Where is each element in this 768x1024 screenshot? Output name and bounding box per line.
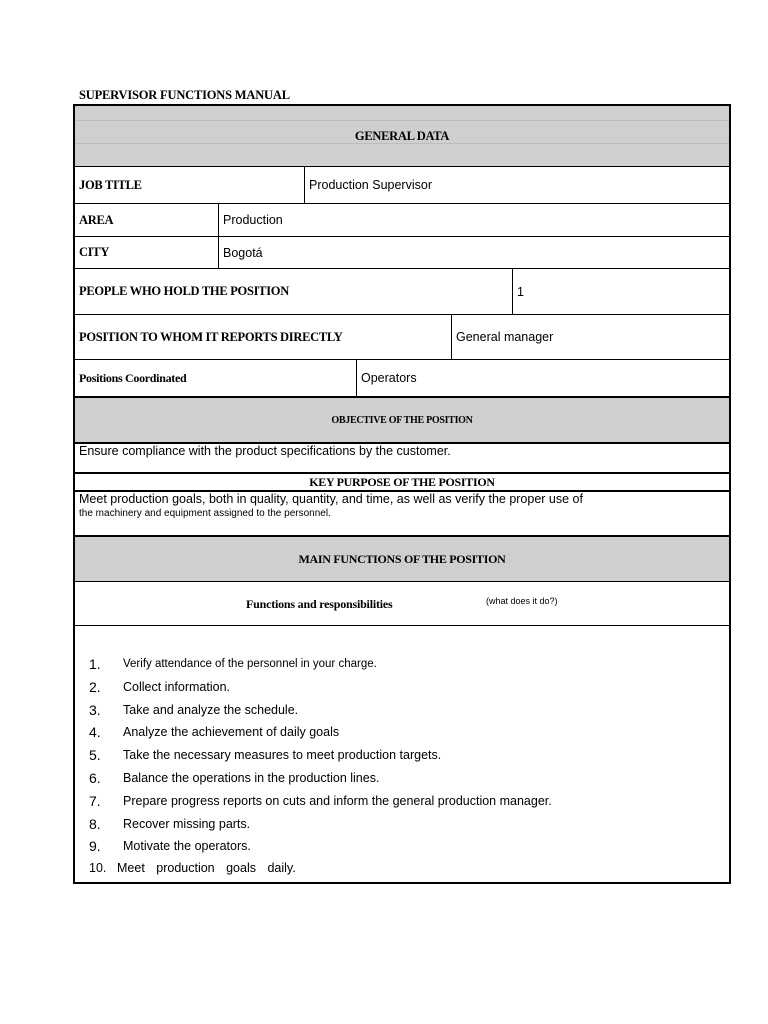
list-item-number: 4. (89, 724, 101, 740)
list-item-text: Balance the operations in the production lines. (123, 771, 380, 785)
reports-to-label: POSITION TO WHOM IT REPORTS DIRECTLY (75, 315, 452, 359)
list-item-number: 1. (89, 656, 101, 672)
area-value: Production (223, 213, 283, 227)
list-item-text: Collect information. (123, 680, 230, 694)
job-title-label: JOB TITLE (75, 167, 305, 203)
functions-subheader-row (75, 582, 729, 625)
functions-manual-form (73, 104, 731, 884)
list-item (89, 745, 441, 765)
list-item-number: 10. (89, 861, 107, 875)
objective-header (75, 398, 729, 442)
key-purpose-header (75, 474, 729, 490)
document-title: SUPERVISOR FUNCTIONS MANUAL (79, 88, 290, 102)
key-purpose-row (75, 492, 729, 536)
job-title-value: Production Supervisor (309, 178, 432, 192)
main-functions-heading: MAIN FUNCTIONS OF THE POSITION (298, 551, 506, 566)
list-item (89, 858, 296, 878)
list-item (89, 700, 298, 720)
list-item (89, 836, 251, 856)
city-row (75, 237, 729, 268)
general-data-header (75, 106, 729, 166)
job-title-row (75, 167, 729, 203)
positions-coordinated-label: Positions Coordinated (75, 360, 357, 396)
list-item-text: Meet production goals daily. (117, 861, 296, 875)
objective-heading: OBJECTIVE OF THE POSITION (331, 414, 473, 426)
positions-coordinated-row (75, 360, 729, 396)
city-value: Bogotá (223, 245, 263, 260)
people-holding-row (75, 269, 729, 314)
list-item (89, 791, 552, 811)
reports-to-row (75, 315, 729, 359)
list-item-number: 3. (89, 702, 101, 718)
functions-list (75, 626, 729, 882)
list-item-text: Motivate the operators. (123, 839, 251, 853)
people-holding-value: 1 (517, 284, 524, 299)
list-item-number: 8. (89, 816, 101, 832)
positions-coordinated-value: Operators (361, 371, 417, 385)
list-item (89, 722, 339, 742)
list-item-number: 9. (89, 838, 101, 854)
reports-to-value: General manager (456, 330, 554, 344)
area-label: AREA (75, 204, 219, 236)
key-purpose-text-line1: Meet production goals, both in quality, quantity, and time, as well as verify the proper use of (79, 492, 583, 506)
key-purpose-heading: KEY PURPOSE OF THE POSITION (309, 474, 495, 489)
list-item (89, 768, 379, 788)
list-item-number: 5. (89, 747, 101, 763)
objective-row (75, 444, 729, 472)
list-item-text: Take the necessary measures to meet production targets. (123, 748, 442, 762)
list-item-text: Prepare progress reports on cuts and inform the general production manager. (123, 794, 552, 808)
list-item (89, 677, 230, 697)
functions-subheading: Functions and responsibilities (246, 597, 393, 611)
list-item-text: Verify attendance of the personnel in your charge. (123, 658, 377, 670)
list-item-text: Recover missing parts. (123, 817, 251, 831)
list-item (89, 654, 377, 674)
main-functions-header (75, 537, 729, 581)
key-purpose-text-line2: the machinery and equipment assigned to the personnel. (79, 508, 331, 519)
list-item-number: 2. (89, 679, 101, 695)
people-holding-label: PEOPLE WHO HOLD THE POSITION (75, 269, 513, 314)
functions-note: (what does it do?) (486, 596, 558, 606)
city-label: CITY (75, 237, 219, 268)
list-item-text: Analyze the achievement of daily goals (123, 725, 340, 739)
area-row (75, 204, 729, 236)
objective-text: Ensure compliance with the product specifications by the customer. (79, 444, 451, 458)
list-item-text: Take and analyze the schedule. (123, 703, 299, 717)
general-data-heading: GENERAL DATA (354, 128, 450, 143)
list-item (89, 814, 250, 834)
list-item-number: 6. (89, 770, 101, 786)
list-item-number: 7. (89, 793, 101, 809)
